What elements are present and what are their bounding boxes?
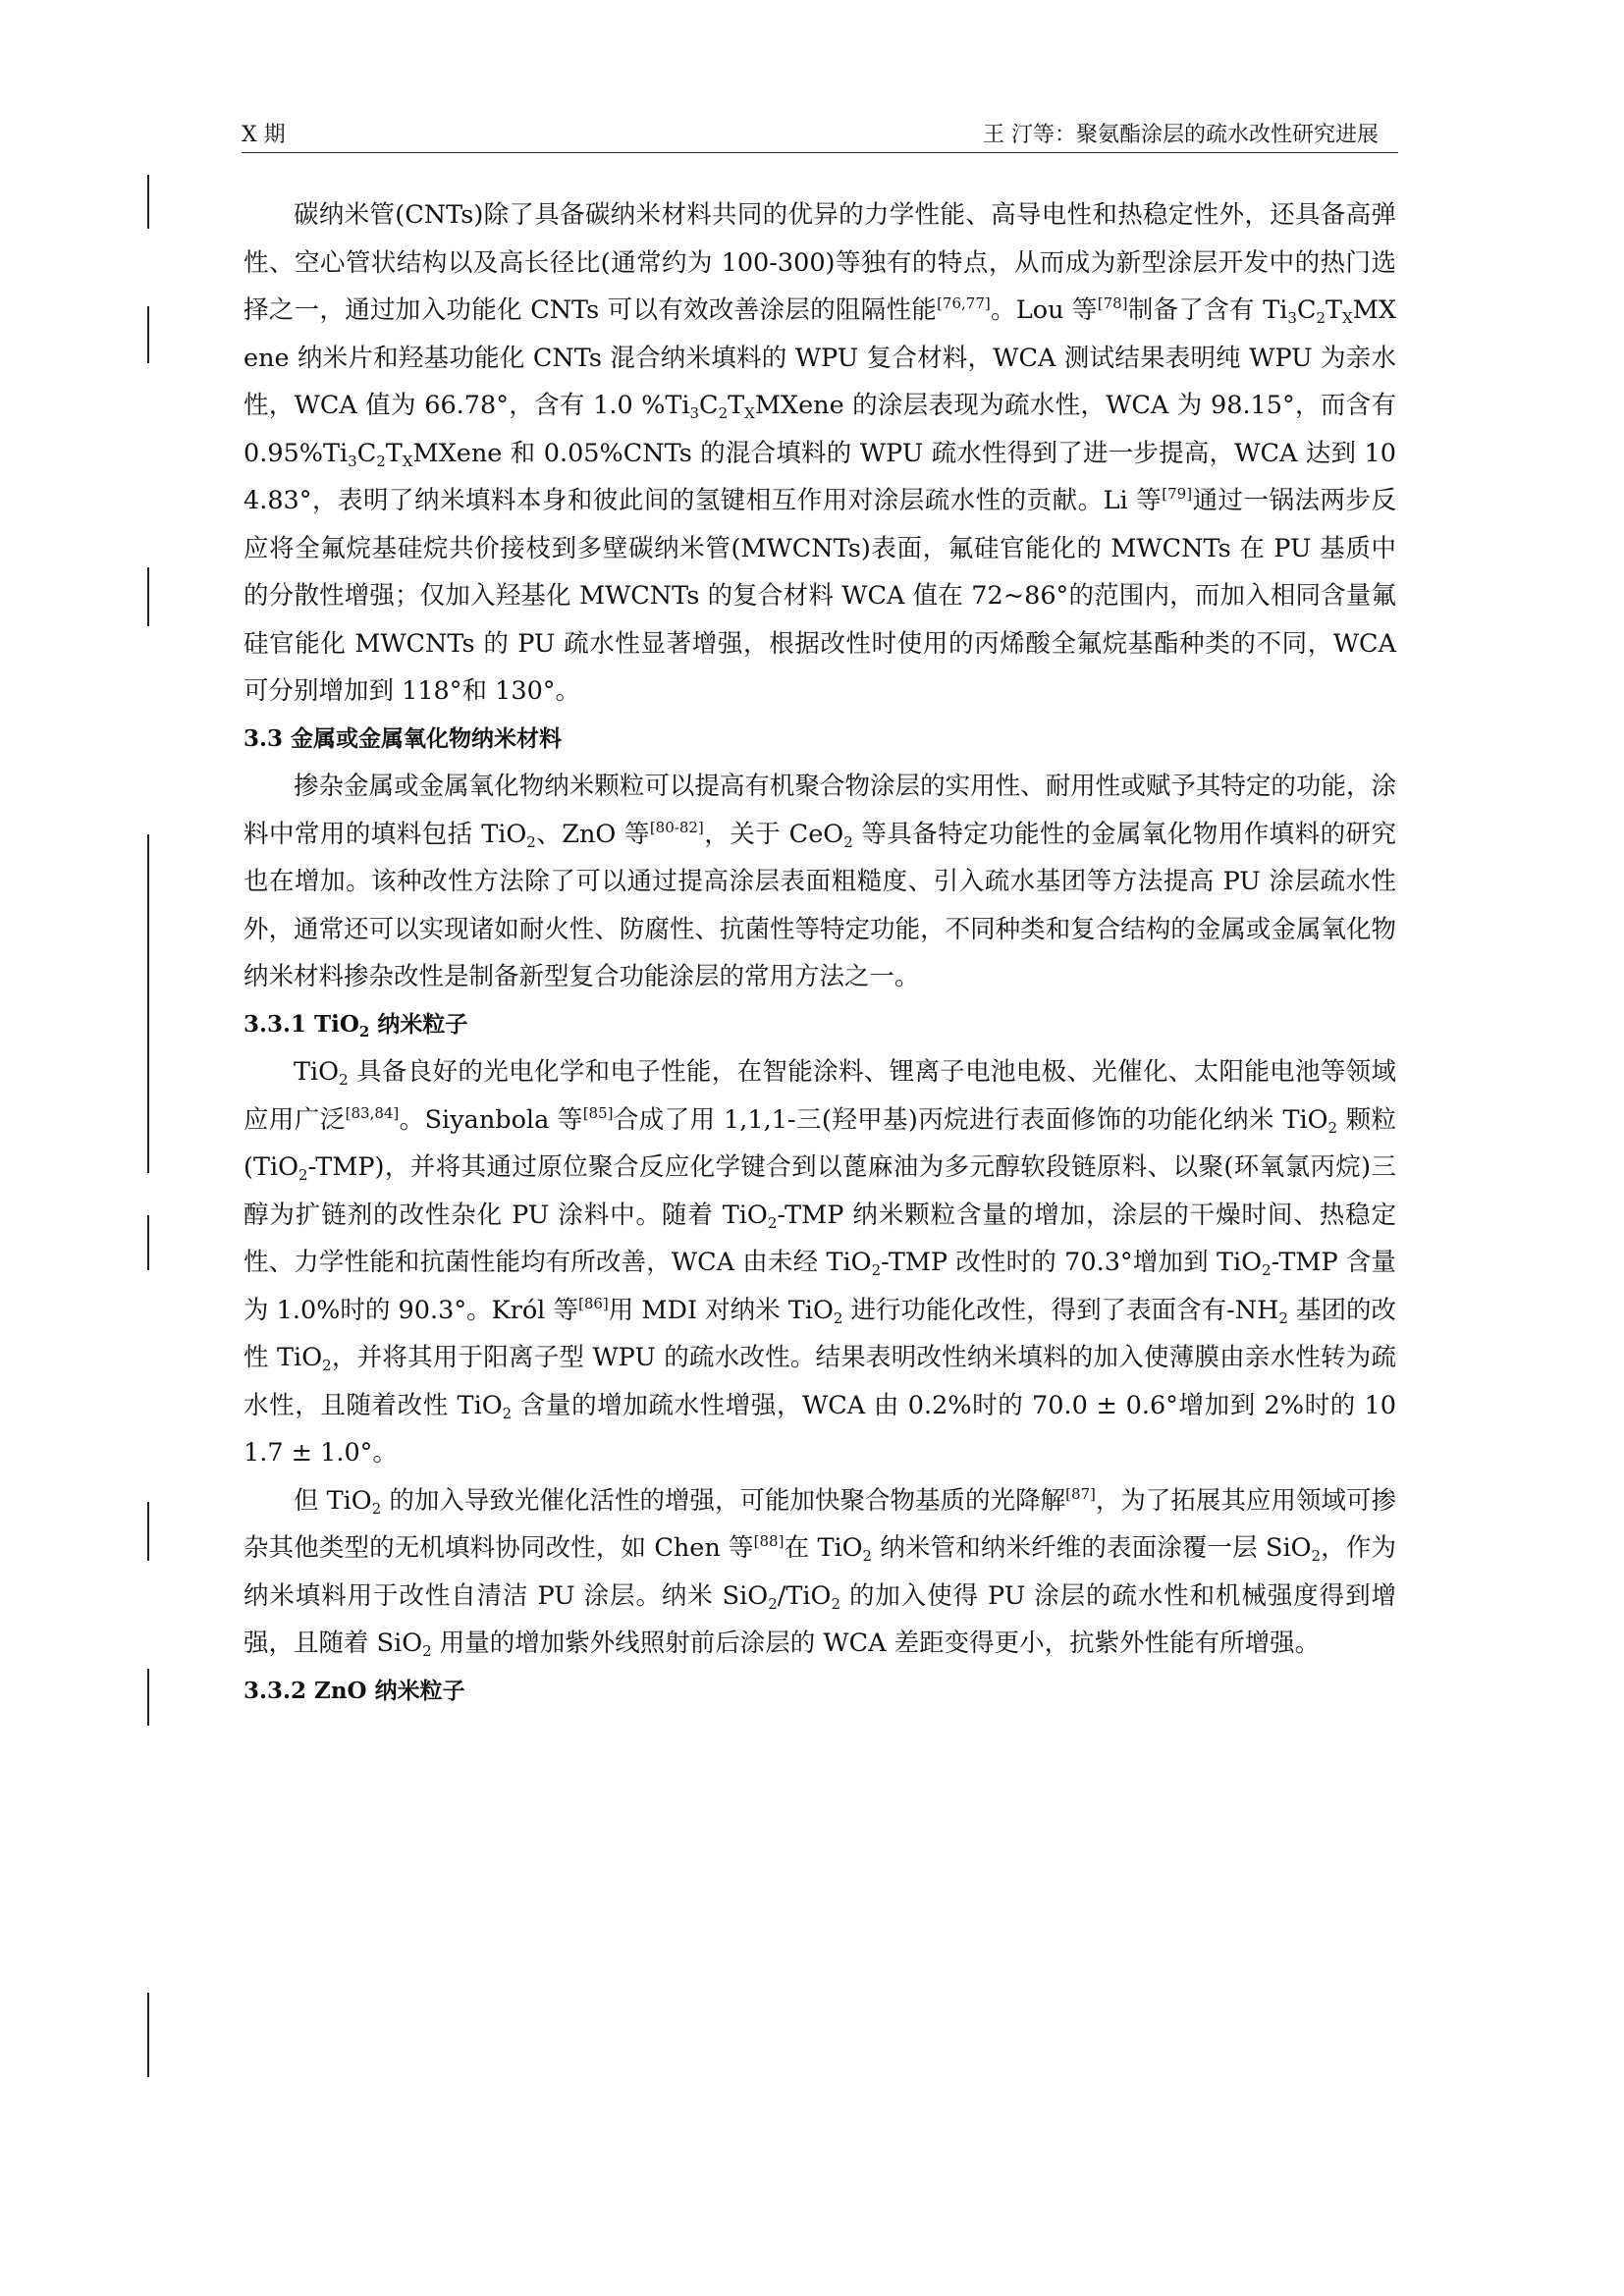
change-bar xyxy=(147,306,149,363)
issue-number: X 期 xyxy=(242,123,286,147)
change-bar xyxy=(147,834,149,1173)
section-heading-3-3-2: 3.3.2 ZnO 纳米粒子 xyxy=(244,1677,465,1704)
running-title: 王 汀等：聚氨酯涂层的疏水改性研究进展 xyxy=(983,123,1379,147)
change-bar xyxy=(147,1669,149,1726)
citation: [87] xyxy=(1065,1484,1096,1503)
header-rule xyxy=(242,152,1398,153)
article-body xyxy=(244,191,1396,1715)
paragraph-tio2: TiO$_2$ 具备良好的光电化学和电子性能，在智能涂料、锂离子电池电极、光催化、太阳能电池等领域应用广泛[83,84]。Siyanbola 等[85]合成了用 1,1,1-三(羟甲基)丙烷进行表面修饰的功能化纳米 TiO$_2$ 颗粒(TiO$_2$-TMP)，并将其通过原位聚合反应化学键合到以蓖麻油为多元醇软段链原料、以聚(环氧氯丙烷)三醇为扩链剂的改性杂化 PU 涂料中。随着 TiO$_2$-TMP 纳米颗粒含量的增加，涂层的干燥时间、热稳定性、力学性能和抗菌性能均有所改善，WCA 由未经 TiO$_2$-TMP 改性时的 70.3°增加到 TiO$_2$-TMP 含量为 1.0%时的 90.3°。Król 等[86]用 MDI 对纳米 TiO$_2$ 进行功能化改性，得到了表面含有$-NH_2$ 基团的改性 TiO$_2$，并将其用于阳离子型 WPU 的疏水改性。结果表明改性纳米填料的加入使薄膜由亲水性转为疏水性，且随着改性 TiO$_2$ 含量的增加疏水性增强，WCA 由 0.2%时的 70.0 ± 0.6°增加到 2%时的 101.7 ± 1.0°。 xyxy=(244,1057,1397,1468)
section-heading-3-3-1: 3.3.1 TiO$_2$ 纳米粒子 xyxy=(244,1010,468,1041)
paragraph-metal-oxides: 掺杂金属或金属氧化物纳米颗粒可以提高有机聚合物涂层的实用性、耐用性或赋予其特定的功能，涂料中常用的填料包括 TiO$_2$、ZnO 等[80-82]，关于 CeO$_2$ 等具备特定功能性的金属氧化物用作填料的研究也在增加。该种改性方法除了可以通过提高涂层表面粗糙度、引入疏水基团等方法提高 PU 涂层疏水性外，通常还可以实现诸如耐火性、防腐性、抗菌性等特定功能，不同种类和复合结构的金属或金属氧化物纳米材料掺杂改性是制备新型复合功能涂层的常用方法之一。 xyxy=(244,772,1397,991)
citation: [78] xyxy=(1097,294,1128,312)
citation: [80-82] xyxy=(649,818,704,836)
citation: [86] xyxy=(577,1294,609,1312)
change-bar xyxy=(147,1502,149,1561)
change-bar xyxy=(147,567,149,626)
citation: [76,77] xyxy=(937,294,991,312)
citation: [79] xyxy=(1162,485,1193,503)
change-bar xyxy=(147,1993,149,2077)
paragraph-cnts: 碳纳米管(CNTs)除了具备碳纳米材料共同的优异的力学性能、高导电性和热稳定性外，还具备高弹性、空心管状结构以及高长径比(通常约为 100-300)等独有的特点，从而成为新型涂层开发中的热门选择之一，通过加入功能化 CNTs 可以有效改善涂层的阻隔性能[76,77]。Lou 等[78]制备了含有 $Ti_3C_2T_XMXene$ 纳米片和羟基功能化 CNTs 混合纳米填料的 WPU 复合材料，WCA 测试结果表明纯 WPU 为亲水性，WCA 值为 66.78°，含有 1.0 $\%Ti_3C_2T_XMXene$ 的涂层表现为疏水性，WCA 为 98.15°，而含有 $0.95\%Ti_3C_2T_XMXene$ 和 0.05%CNTs 的混合填料的 WPU 疏水性得到了进一步提高，WCA 达到 104.83°，表明了纳米填料本身和彼此间的氢键相互作用对涂层疏水性的贡献。Li 等[79]通过一锅法两步反应将全氟烷基硅烷共价接枝到多壁碳纳米管(MWCNTs)表面，氟硅官能化的 MWCNTs 在 PU 基质中的分散性增强；仅加入羟基化 MWCNTs 的复合材料 WCA 值在 72~86°的范围内，而加入相同含量氟硅官能化 MWCNTs 的 PU 疏水性显著增强，根据改性时使用的丙烯酸全氟烷基酯种类的不同，WCA 可分别增加到 118°和 130°。 xyxy=(244,200,1396,706)
section-heading-3-3: 3.3 金属或金属氧化物纳米材料 xyxy=(244,724,563,752)
change-bar xyxy=(147,175,149,229)
citation: [83,84] xyxy=(345,1103,400,1122)
citation: [85] xyxy=(582,1103,614,1122)
paragraph-tio2-sio2: 但 TiO$_2$ 的加入导致光催化活性的增强，可能加快聚合物基质的光降解[87]，为了拓展其应用领域可掺杂其他类型的无机填料协同改性，如 Chen 等[88]在 TiO$_2$ 纳米管和纳米纤维的表面涂覆一层 SiO$_2$，作为纳米填料用于改性自清洁 PU 涂层。纳米 SiO$_2$/TiO$_2$ 的加入使得 PU 涂层的疏水性和机械强度得到增强，且随着 SiO$_2$ 用量的增加紫外线照射前后涂层的 WCA 差距变得更小，抗紫外性能有所增强。 xyxy=(244,1484,1396,1660)
running-header xyxy=(242,114,1400,153)
change-bar xyxy=(147,1215,149,1270)
citation: [88] xyxy=(753,1532,785,1550)
